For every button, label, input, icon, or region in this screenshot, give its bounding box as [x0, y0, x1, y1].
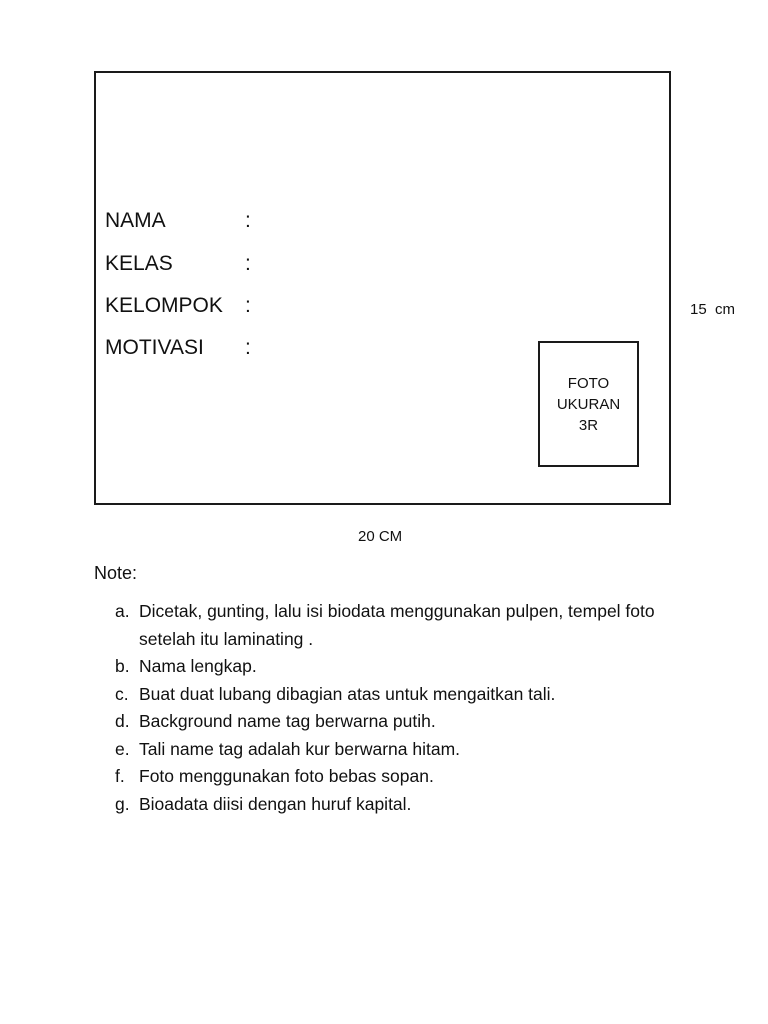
- field-colon: :: [245, 336, 251, 359]
- list-marker: d.: [115, 711, 130, 731]
- list-item-text: Dicetak, gunting, lalu isi biodata menggunakan pulpen, tempel foto setelah itu laminating .: [139, 601, 655, 649]
- list-item-text: Foto menggunakan foto bebas sopan.: [139, 766, 434, 786]
- list-marker: a.: [115, 601, 130, 621]
- photo-placeholder: [538, 341, 639, 467]
- field-label-motivasi: MOTIVASI: [105, 336, 204, 359]
- photo-label-line: 3R: [578, 416, 599, 434]
- field-label-kelompok: KELOMPOK: [105, 294, 223, 317]
- note-list: [115, 598, 675, 818]
- list-marker: b.: [115, 656, 130, 676]
- height-dimension-label: 15 cm: [690, 301, 736, 318]
- list-item-text: Tali name tag adalah kur berwarna hitam.: [139, 738, 461, 759]
- photo-label-line: FOTO: [567, 374, 610, 392]
- list-item: [115, 736, 675, 764]
- list-item: [115, 791, 675, 819]
- field-label-kelas: KELAS: [105, 252, 173, 275]
- photo-label-line: UKURAN: [556, 395, 621, 413]
- list-marker: e.: [115, 738, 130, 759]
- field-colon: :: [245, 209, 251, 232]
- list-item: [115, 708, 675, 736]
- list-item: [115, 763, 675, 791]
- width-dimension-label: 20 CM: [358, 528, 403, 545]
- list-item-text: Buat duat lubang dibagian atas untuk mengaitkan tali.: [139, 683, 556, 704]
- field-colon: :: [245, 294, 251, 317]
- list-marker: g.: [115, 793, 130, 814]
- list-item-text: Bioadata diisi dengan huruf kapital.: [139, 793, 412, 814]
- list-marker: c.: [115, 683, 129, 704]
- field-colon: :: [245, 252, 251, 275]
- list-marker: f.: [115, 766, 125, 786]
- list-item-text: Background name tag berwarna putih.: [139, 711, 436, 731]
- name-tag-template: [94, 71, 671, 505]
- field-label-nama: NAMA: [105, 209, 166, 232]
- list-item: [115, 653, 675, 681]
- list-item: [115, 681, 675, 709]
- list-item: [115, 598, 675, 653]
- list-item-text: Nama lengkap.: [139, 656, 257, 676]
- note-title: Note:: [94, 563, 138, 583]
